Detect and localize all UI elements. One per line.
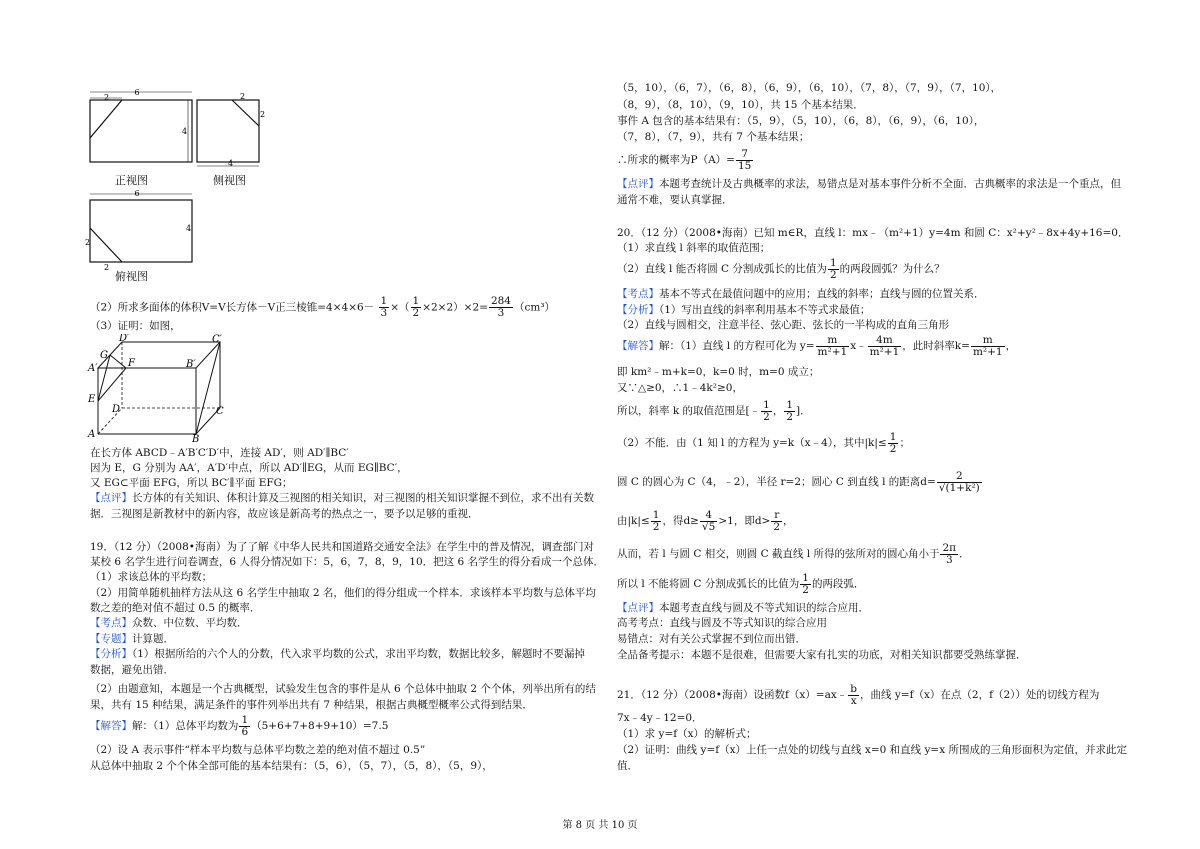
r-line4: （7，8），（7，9），共有 7 个基本结果； — [617, 131, 810, 143]
fenxi-19-4: 果，共有 15 种结果，满足条件的事件列举出共有 7 种结果，根据古典概型概率公式得到结果． — [90, 699, 533, 711]
front-view-rect — [90, 100, 192, 162]
r-line1: （5，10），（6，7），（6，8），（6，9），（6，10），（7，8），（7，9），（7，10）， — [617, 82, 1002, 94]
r-line3: 事件 A 包含的基本结果有：（5，9），（5，10），（6，8），（6，9），（6，10）， — [617, 115, 985, 127]
jieda-20-2: 即 km²﹣m+k=0，k=0 时，m=0 成立； — [617, 366, 820, 378]
jieda-20-9: 所以 l 不能将圆 C 分割成弧长的比值为 $\frac{1}{2}$ 的两段弧． — [617, 571, 865, 596]
extra-3: 全品备考提示：本题不是很难，但需要大家有扎实的功底，对相关知识都要受熟练掌握． — [617, 649, 1027, 661]
front-view-label: 正视图 — [115, 174, 148, 187]
q21-line1: 21．（12 分）（2008•海南）设函数f（x）=ax﹣ $\frac{b}{x}$ ，曲线 y=f（x）在点（2，f（2））处的切线方程为 — [617, 682, 1100, 707]
q21-line4: （2）证明：曲线 y=f（x）上任一点处的切线与直线 x=0 和直线 y=x 所围成的三角形面积为定值，并求此定 — [617, 744, 1127, 756]
jieda-20-6: 圆 C 的圆心为 C（4，﹣2），半径 r=2；圆心 C 到直线 l 的距离d= $\frac{2}{\text{√(1+k²)}}$ — [617, 469, 980, 494]
cuboid-figure — [86, 334, 236, 444]
volume-line: （2）所求多面体的体积V=V长方体－V正三棱锥=4×4×6－ $\frac{1}{3}$ ×（ $\frac{1}{2}$ ×2×2）×2= $\frac{284}{3}$ （cm³） — [90, 295, 556, 319]
fenxi-20-2: （2）直线与圆相交，注意半径、弦心距、弦长的一半构成的直角三角形 — [617, 319, 950, 331]
side-dim-4: 4 — [228, 159, 234, 168]
dianping-20: 【点评】本题考查直线与圆及不等式知识的综合应用． — [617, 602, 869, 614]
top-dim-6: 6 — [134, 189, 140, 198]
label-B: B — [192, 434, 200, 444]
jieda-19-3: 从总体中抽取 2 个个体全部可能的基本结果有：（5，6），（5，7），（5，8），（5，9）， — [90, 760, 493, 772]
jieda-20-1: 【解答】解：（1）直线 l 的方程可化为 y= $\frac{m}{\text{m²+1}}$ x﹣ $\frac{4m}{\text{m²+1}}$ ，此时斜率k= $\frac{m}{\text{m²+1}}$ ， — [617, 333, 1017, 358]
q19-line3: （1）求该总体的平均数； — [90, 571, 213, 583]
review-18-1: 【点评】长方体的有关知识、体积计算及三视图的相关知识，对三视图的相关知识掌握不到位，求不出有关数 — [90, 492, 594, 504]
fenxi-19-1: 【分析】（1）根据所给的六个人的分数，代入求平均数的公式，求出平均数，数据比较多，解题时不要漏掉 — [90, 648, 585, 660]
front-dim-6: 6 — [134, 88, 140, 97]
q20-line2: （1）求直线 l 斜率的取值范围； — [617, 242, 771, 254]
jieda-20-5: （2）不能．由（1 知 l 的方程为 y=k（x﹣4），其中|k|≤ $\frac{1}{2}$ ； — [617, 430, 910, 455]
kaodian-19: 【考点】众数、中位数、平均数． — [90, 617, 248, 629]
zhuanti-19: 【专题】计算题． — [90, 633, 174, 645]
label-A1: A′ — [88, 363, 98, 374]
top-view-label: 俯视图 — [115, 270, 148, 283]
side-view-rect — [197, 100, 259, 162]
review-18-2: 据．三视图是新教材中的新内容，故应该是新高考的热点之一，要予以足够的重视． — [90, 508, 479, 520]
extra-2: 易错点：对有关公式掌握不到位而出错． — [617, 633, 806, 645]
side-dim-2b: 2 — [260, 110, 266, 119]
q20-line1: 20．（12 分）（2008•海南）已知 m∈R，直线 l：mx﹣（m²+1）y=4m 和圆 C：x²+y²﹣8x+4y+16=0． — [617, 227, 1129, 239]
q19-line1: 19．（12 分）（2008•海南）为了了解《中华人民共和国道路交通安全法》在学生中的普及情况，调查部门对 — [90, 541, 594, 553]
fenxi-19-3: （2）由题意知，本题是一个古典概型，试验发生包含的事件是从 6 个总体中抽取 2 个个体，列举出所有的结 — [90, 683, 596, 695]
jieda-19-1: 【解答】解：（1）总体平均数为 $\frac{1}{6}$ （5+6+7+8+9+10）=7.5 — [90, 713, 389, 738]
kaodian-20: 【考点】基本不等式在最值问题中的应用；直线的斜率；直线与圆的位置关系． — [617, 288, 985, 300]
r-line2: （8，9），（8，10），（9，10），共 15 个基本结果． — [617, 99, 864, 111]
three-view-figure — [82, 82, 282, 282]
fenxi-20-1: 【分析】（1）写出直线的斜率利用基本不等式求最值； — [617, 304, 871, 316]
jieda-20-8: 从而，若 l 与圆 C 相交，则圆 C 截直线 l 所得的弦所对的圆心角小于 $\frac{2\pi}{3}$ ． — [617, 541, 970, 566]
side-dim-2a: 2 — [240, 92, 246, 101]
top-view-rect — [90, 200, 192, 262]
page-footer: 第 8 页 共 10 页 — [562, 820, 638, 831]
dianping-19-2: 通常不难，要认真掌握． — [617, 194, 733, 206]
top-dim-4: 4 — [186, 224, 192, 233]
label-F: F — [128, 358, 135, 369]
dianping-19-1: 【点评】本题考查统计及古典概率的求法，易错点是对基本事件分析不全面．古典概率的求法是一个重点，但 — [617, 178, 1121, 190]
q21-line3: （1）求 y=f（x）的解析式； — [617, 728, 757, 740]
q19-line5: 数之差的绝对值不超过 0.5 的概率． — [90, 602, 261, 614]
front-dim-2: 2 — [104, 93, 110, 102]
q3-intro: （3）证明：如图， — [90, 320, 181, 332]
front-dim-4: 4 — [182, 127, 188, 136]
label-C1: C′ — [212, 334, 222, 345]
jieda-20-3: 又∵△≥0，∴1﹣4k²≥0， — [617, 382, 743, 394]
q21-line2: 7x﹣4y﹣12=0． — [617, 712, 703, 724]
side-view-label: 侧视图 — [213, 174, 246, 187]
proof-2: 因为 E，G 分别为 AA′，A′D′中点，所以 AD′∥EG，从而 EG∥BC′， — [90, 462, 408, 474]
label-E: E — [88, 394, 96, 405]
proof-3: 又 EG⊂平面 EFG，所以 BC′∥平面 EFG； — [90, 477, 293, 489]
label-C: C — [216, 406, 224, 417]
label-G: G — [100, 350, 108, 361]
label-A: A — [88, 429, 96, 440]
label-D: D — [112, 404, 121, 415]
q21-line5: 值． — [617, 760, 638, 772]
q19-line4: （2）用简单随机抽样方法从这 6 名学生中抽取 2 名，他们的得分组成一个样本．求该样本平均数与总体平均 — [90, 587, 596, 599]
label-D1: D′ — [119, 334, 130, 344]
proof-1: 在长方体 ABCD﹣A′B′C′D′中，连接 AD′，则 AD′∥BC′ — [90, 447, 349, 459]
fenxi-19-2: 数据，避免出错． — [90, 664, 174, 676]
r-line5: ∴所求的概率为P（A）= $\frac{7}{15}$ — [617, 147, 752, 172]
extra-1: 高考考点：直线与圆及不等式知识的综合应用 — [617, 617, 827, 629]
top-dim-2a: 2 — [85, 238, 91, 247]
q20-line3: （2）直线 l 能否将圆 C 分割成弧长的比值为 $\frac{1}{2}$ 的两段圆弧？为什么？ — [617, 256, 945, 281]
jieda-20-4: 所以，斜率 k 的取值范围是[﹣ $\frac{1}{2}$ ， $\frac{1}{2}$ ]． — [617, 398, 811, 423]
jieda-19-2: （2）设 A 表示事件“样本平均数与总体平均数之差的绝对值不超过 0.5” — [90, 744, 426, 756]
label-B1: B′ — [186, 359, 196, 370]
jieda-20-7: 由|k|≤ $\frac{1}{2}$ ，得d≥ $\frac{4}{√5}$ >1，即d> $\frac{r}{2}$ ， — [617, 508, 794, 533]
q19-line2: 某校 6 名学生进行问卷调查，6 人得分情况如下：5，6，7，8，9，10．把这 6 名学生的得分看成一个总体． — [90, 556, 604, 568]
top-dim-2b: 2 — [104, 263, 110, 272]
